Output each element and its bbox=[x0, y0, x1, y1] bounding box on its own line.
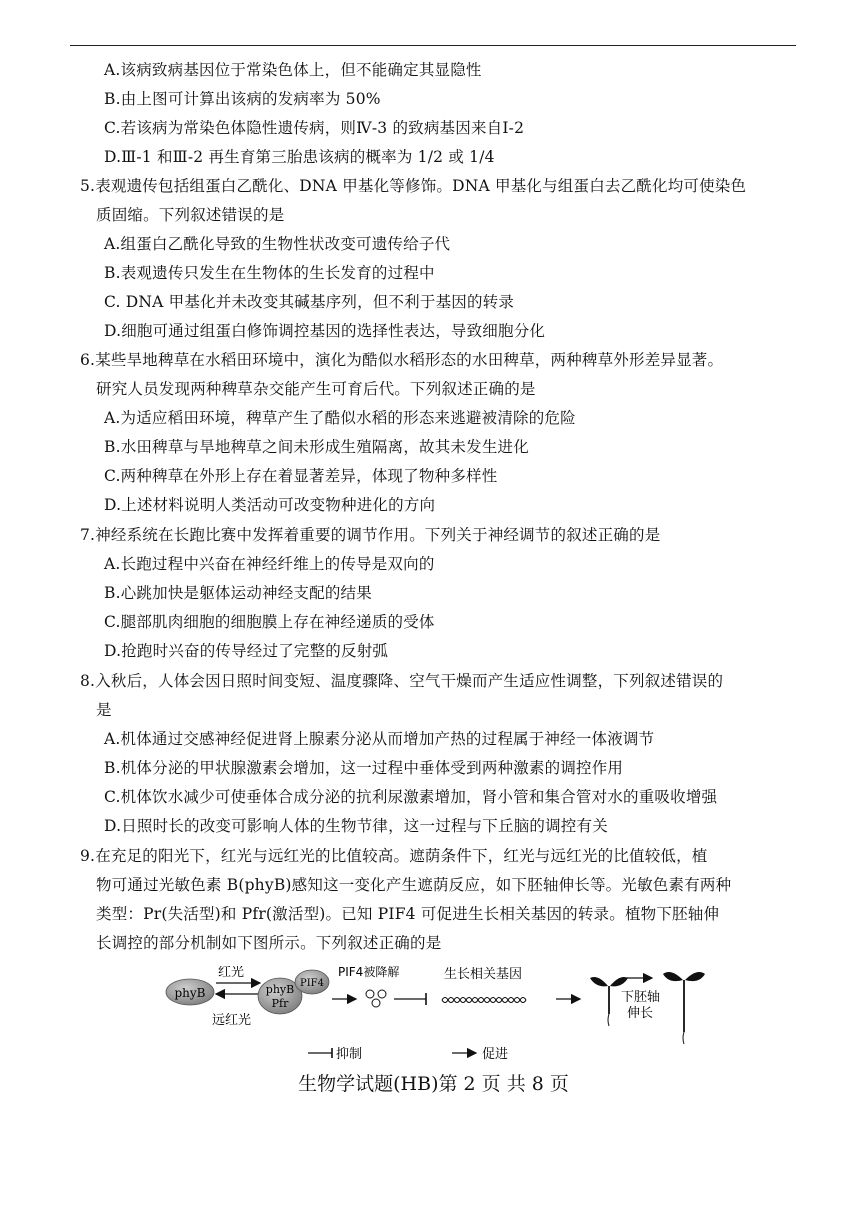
phyb-pfr-label-top: phyB bbox=[265, 983, 295, 996]
q6-option-a: A.为适应稻田环境，稗草产生了酷似水稻的形态来逃避被清除的危险 bbox=[104, 409, 576, 427]
q6-option-c: C.两种稗草在外形上存在着显著差异，体现了物种多样性 bbox=[104, 467, 498, 485]
q7-option-c: C.腿部肌肉细胞的细胞膜上存在神经递质的受体 bbox=[104, 613, 435, 631]
q9-stem-line-4: 长调控的部分机制如下图所示。下列叙述正确的是 bbox=[96, 934, 442, 952]
q4-option-a: A.该病致病基因位于常染色体上，但不能确定其显隐性 bbox=[104, 61, 482, 79]
q7-stem: 7.神经系统在长跑比赛中发挥着重要的调节作用。下列关于神经调节的叙述正确的是 bbox=[80, 526, 661, 544]
q9-stem-line-3: 类型：Pr(失活型)和 Pfr(激活型)。已知 PIF4 可促进生长相关基因的转录。植物下胚轴伸 bbox=[96, 905, 720, 923]
growth-genes-label: 生长相关基因 bbox=[444, 967, 523, 982]
q5-option-d: D.细胞可通过组蛋白修饰调控基因的选择性表达，导致细胞分化 bbox=[104, 322, 546, 340]
q8-stem-line-1: 8.入秋后，人体会因日照时间变短、温度骤降、空气干燥而产生适应性调整，下列叙述错误的 bbox=[80, 672, 724, 690]
q8-option-b: B.机体分泌的甲状腺激素会增加，这一过程中垂体受到两种激素的调控作用 bbox=[104, 759, 624, 777]
pif4-label: PIF4 bbox=[300, 978, 324, 989]
phyb-pr-label: phyB bbox=[174, 986, 206, 1000]
header-rule bbox=[70, 45, 796, 46]
hypocotyl-mechanism-diagram bbox=[160, 966, 720, 1066]
q6-option-b: B.水田稗草与旱地稗草之间未形成生殖隔离，故其未发生进化 bbox=[104, 438, 529, 456]
q7-option-d: D.抢跑时兴奋的传导经过了完整的反射弧 bbox=[104, 642, 389, 660]
page-footer: 生物学试题(HB)第 2 页 共 8 页 bbox=[298, 1073, 569, 1095]
q8-stem-line-2: 是 bbox=[96, 701, 112, 719]
legend-inhibit-label: 抑制 bbox=[336, 1047, 363, 1062]
q9-stem-line-2: 物可通过光敏色素 B(phyB)感知这一变化产生遮荫反应，如下胚轴伸长等。光敏色素有两种 bbox=[96, 876, 732, 894]
q8-option-a: A.机体通过交感神经促进肾上腺素分泌从而增加产热的过程属于神经一体液调节 bbox=[104, 730, 655, 748]
q8-option-d: D.日照时长的改变可影响人体的生物节律，这一过程与下丘脑的调控有关 bbox=[104, 817, 608, 835]
q4-option-c: C.若该病为常染色体隐性遗传病，则Ⅳ-3 的致病基因来自Ⅰ-2 bbox=[104, 119, 525, 137]
hypocotyl-label: 下胚轴 bbox=[621, 990, 661, 1005]
q6-option-d: D.上述材料说明人类活动可改变物种进化的方向 bbox=[104, 496, 436, 514]
elongation-label: 伸长 bbox=[627, 1006, 654, 1021]
fragment-icon bbox=[372, 999, 380, 1007]
q5-option-c: C. DNA 甲基化并未改变其碱基序列，但不利于基因的转录 bbox=[104, 293, 515, 311]
pif4-degraded-label: PIF4被降解 bbox=[338, 966, 400, 979]
tall-seedling-icon bbox=[663, 972, 705, 1044]
red-light-label: 红光 bbox=[218, 966, 245, 980]
q6-stem-line-2: 研究人员发现两种稗草杂交能产生可育后代。下列叙述正确的是 bbox=[96, 380, 536, 398]
far-red-light-label: 远红光 bbox=[212, 1013, 252, 1028]
q4-option-d: D.Ⅲ-1 和Ⅲ-2 再生育第三胎患该病的概率为 1/2 或 1/4 bbox=[104, 148, 495, 166]
fragment-icon bbox=[366, 990, 374, 998]
q5-stem-line-2: 质固缩。下列叙述错误的是 bbox=[96, 206, 285, 224]
q5-stem-line-1: 5.表观遗传包括组蛋白乙酰化、DNA 甲基化等修饰。DNA 甲基化与组蛋白去乙酰化均可使染色 bbox=[80, 177, 747, 195]
q9-stem-line-1: 9.在充足的阳光下，红光与远红光的比值较高。遮荫条件下，红光与远红光的比值较低，植 bbox=[80, 847, 708, 865]
fragment-icon bbox=[378, 990, 386, 998]
legend-promote-label: 促进 bbox=[482, 1047, 509, 1062]
q5-option-b: B.表观遗传只发生在生物体的生长发育的过程中 bbox=[104, 264, 435, 282]
q7-option-a: A.长跑过程中兴奋在神经纤维上的传导是双向的 bbox=[104, 555, 435, 573]
phyb-pfr-label-bottom: Pfr bbox=[271, 997, 289, 1010]
q4-option-b: B.由上图可计算出该病的发病率为 50% bbox=[104, 90, 381, 108]
q7-option-b: B.心跳加快是躯体运动神经支配的结果 bbox=[104, 584, 372, 602]
q5-option-a: A.组蛋白乙酰化导致的生物性状改变可遗传给子代 bbox=[104, 235, 451, 253]
q6-stem-line-1: 6.某些旱地稗草在水稻田环境中，演化为酷似水稻形态的水田稗草，两种稗草外形差异显著。 bbox=[80, 351, 724, 369]
q8-option-c: C.机体饮水减少可使垂体合成分泌的抗利尿激素增加，肾小管和集合管对水的重吸收增强 bbox=[104, 788, 718, 806]
